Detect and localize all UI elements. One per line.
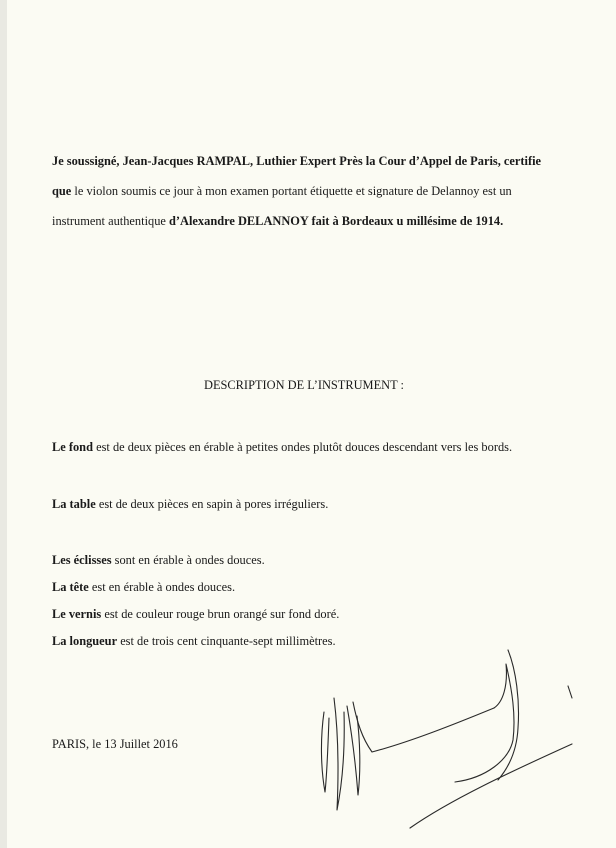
section-title-text: DESCRIPTION DE L’INSTRUMENT : — [204, 378, 404, 392]
item-longueur-text: est de trois cent cinquante-sept millimètres. — [120, 634, 336, 648]
item-fond-label: Le fond — [52, 440, 93, 454]
item-table-text: est de deux pièces en sapin à pores irréguliers. — [98, 497, 329, 511]
item-tete-label: La tête — [52, 580, 89, 594]
item-fond-text: est de deux pièces en érable à petites ondes plutôt douces descendant vers les bords. — [96, 440, 513, 454]
signature-stroke-5 — [455, 664, 514, 782]
intro-line-1-bold: Je soussigné, Jean-Jacques RAMPAL, Luthier Expert Près la Cour d’Appel de Paris, — [52, 154, 501, 168]
item-eclisses-label: Les éclisses — [52, 553, 112, 567]
signature-stroke-1 — [321, 712, 329, 792]
intro-line-3-text: instrument authentique — [52, 214, 166, 228]
signature-stroke-3 — [347, 706, 360, 795]
intro-line-1-bold-2: certifie — [503, 154, 542, 168]
intro-line-2-bold: que — [52, 184, 72, 198]
intro-line-2-text: le violon soumis ce jour à mon examen portant étiquette et signature de Delannoy est un — [74, 184, 512, 198]
item-eclisses-text: sont en érable à ondes douces. — [114, 553, 265, 567]
signature-stroke-2 — [334, 698, 344, 810]
item-vernis-text: est de couleur rouge brun orangé sur fond doré. — [104, 607, 340, 621]
item-tete-text: est en érable à ondes douces. — [91, 580, 236, 594]
signature-stroke-8 — [568, 686, 572, 698]
item-longueur-label: La longueur — [52, 634, 118, 648]
item-table-label: La table — [52, 497, 96, 511]
place-date-text: PARIS, le 13 Juillet 2016 — [52, 737, 178, 751]
signature-stroke-7 — [410, 744, 572, 828]
item-vernis-label: Le vernis — [52, 607, 102, 621]
intro-line-3-bold: d’Alexandre DELANNOY fait à Bordeaux u millésime de 1914. — [169, 214, 504, 228]
signature-stroke-4 — [353, 702, 494, 752]
